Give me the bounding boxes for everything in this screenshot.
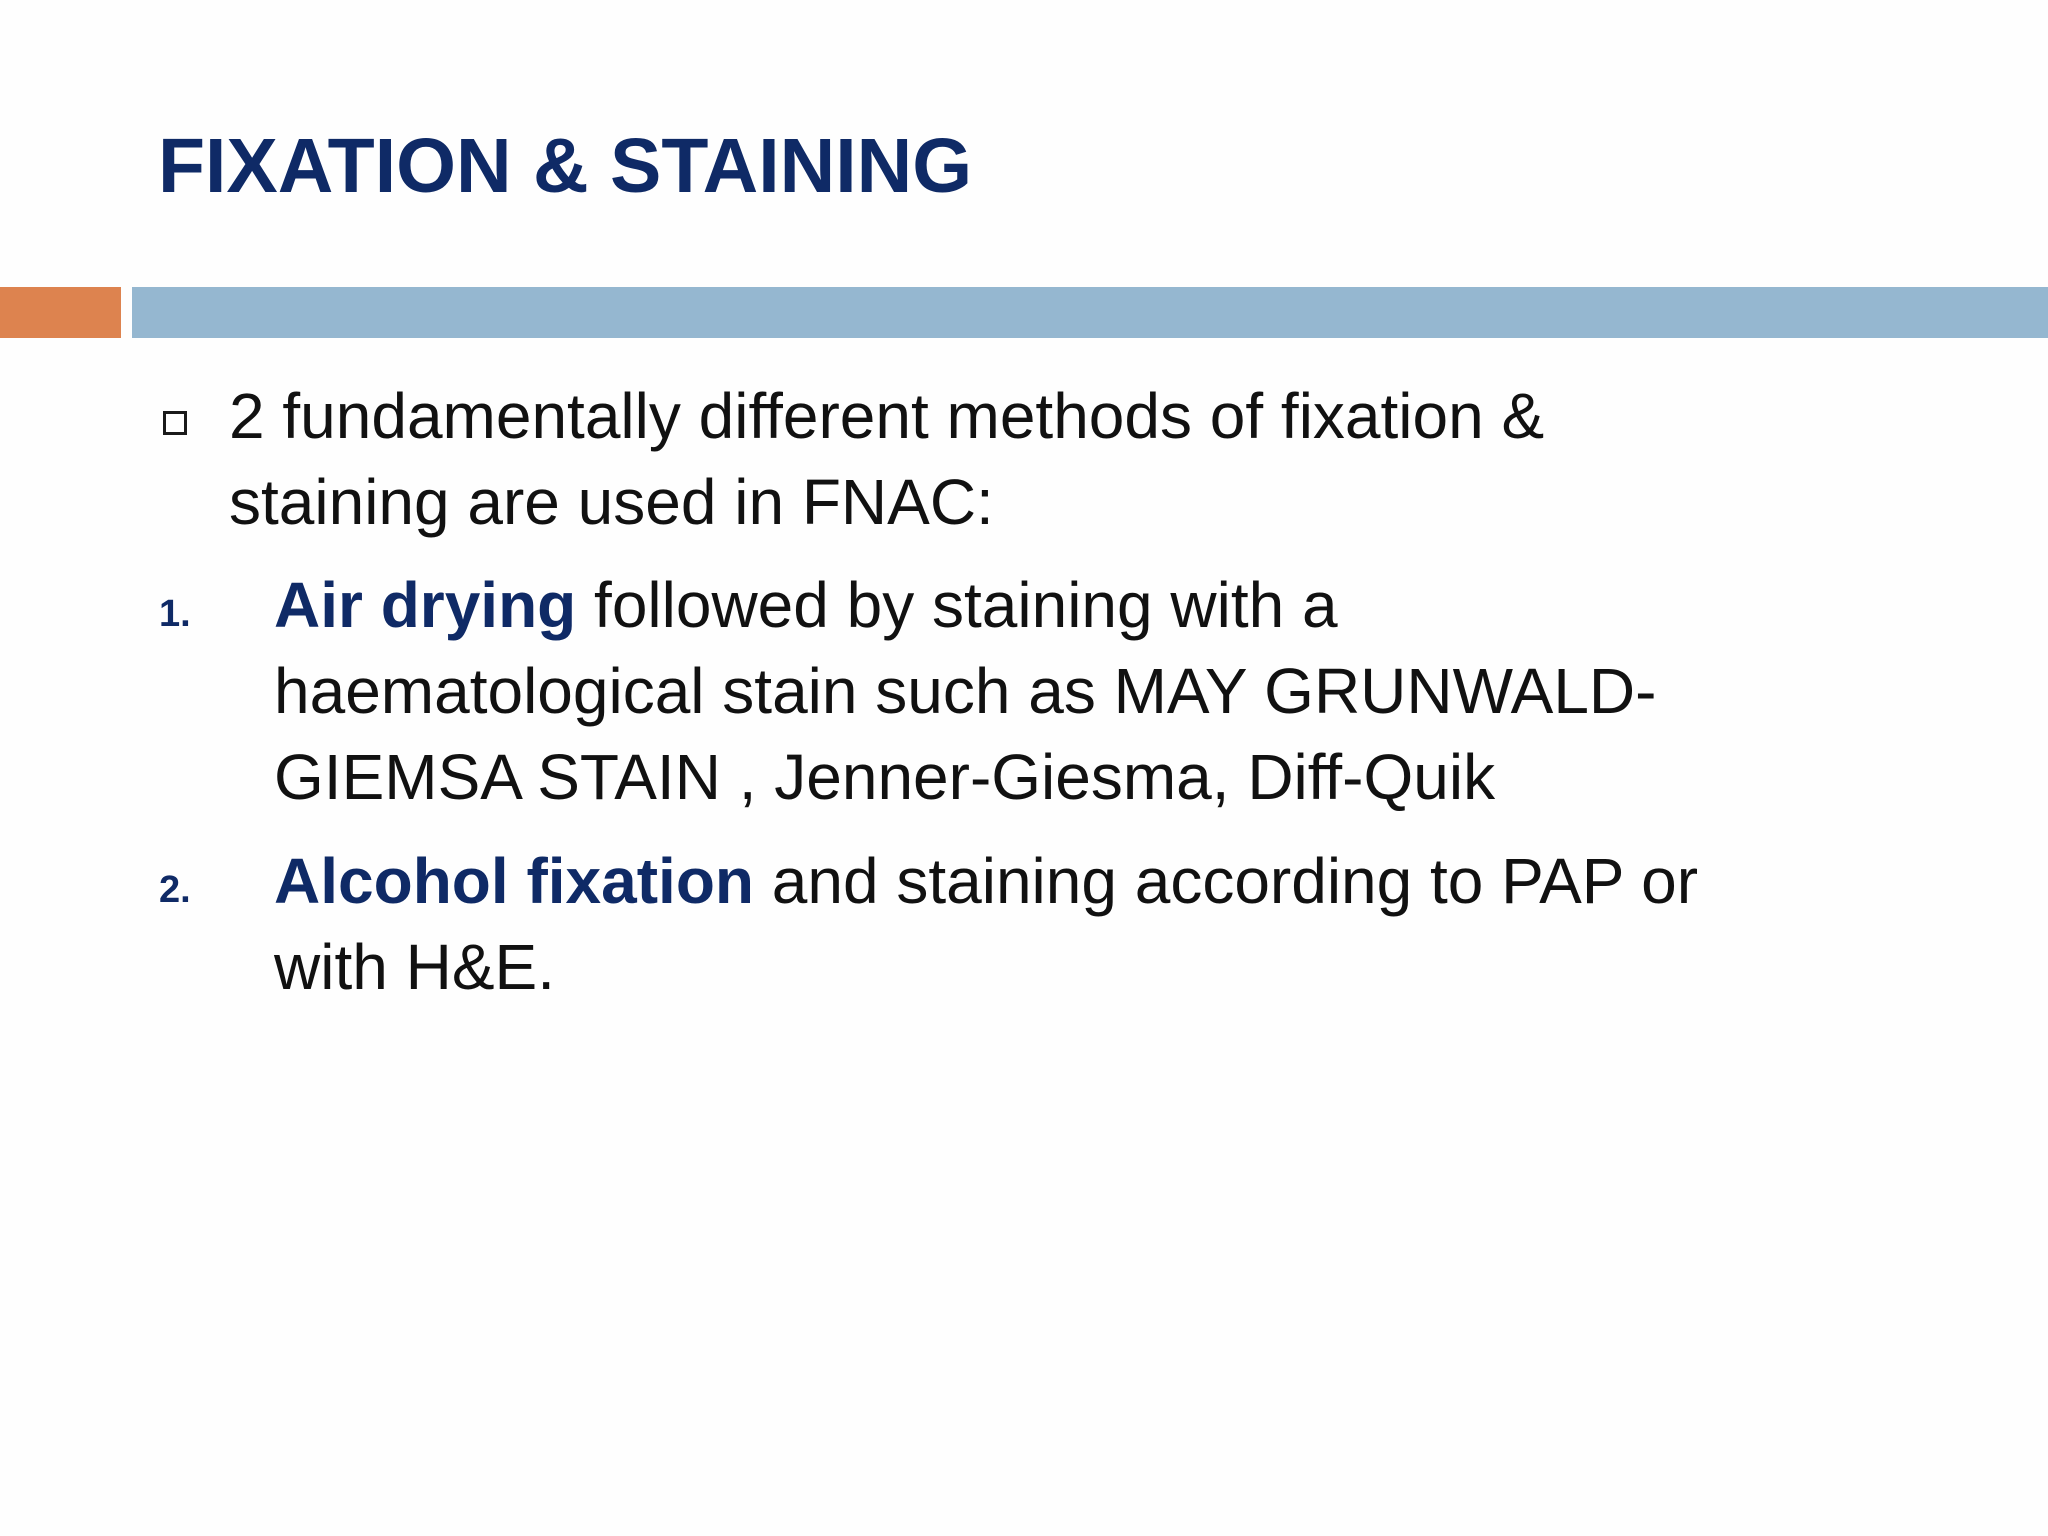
item-2-line-1 bbox=[274, 838, 1698, 924]
title-underline-bar bbox=[132, 287, 2048, 338]
square-bullet-icon bbox=[163, 411, 187, 435]
item-1-highlight: Air drying bbox=[274, 569, 577, 641]
item-1-line-2: haematological stain such as MAY GRUNWALD- bbox=[274, 655, 1657, 727]
item-1-line-1 bbox=[274, 562, 1338, 648]
intro-line-2: staining are used in FNAC: bbox=[229, 466, 994, 538]
item-2-highlight: Alcohol fixation bbox=[274, 845, 754, 917]
slide-title: FIXATION & STAINING bbox=[158, 123, 973, 209]
list-number-2: 2. bbox=[159, 869, 191, 911]
item-2-line-2: with H&E. bbox=[274, 931, 555, 1003]
intro-line-1: 2 fundamentally different methods of fixation & bbox=[229, 380, 1545, 452]
item-2-line-1-rest: and staining according to PAP or bbox=[754, 845, 1698, 917]
item-1-line-1-rest: followed by staining with a bbox=[576, 569, 1338, 641]
list-number-1: 1. bbox=[159, 593, 191, 635]
accent-bar bbox=[0, 287, 121, 338]
item-1-line-3: GIEMSA STAIN , Jenner-Giesma, Diff-Quik bbox=[274, 741, 1496, 813]
